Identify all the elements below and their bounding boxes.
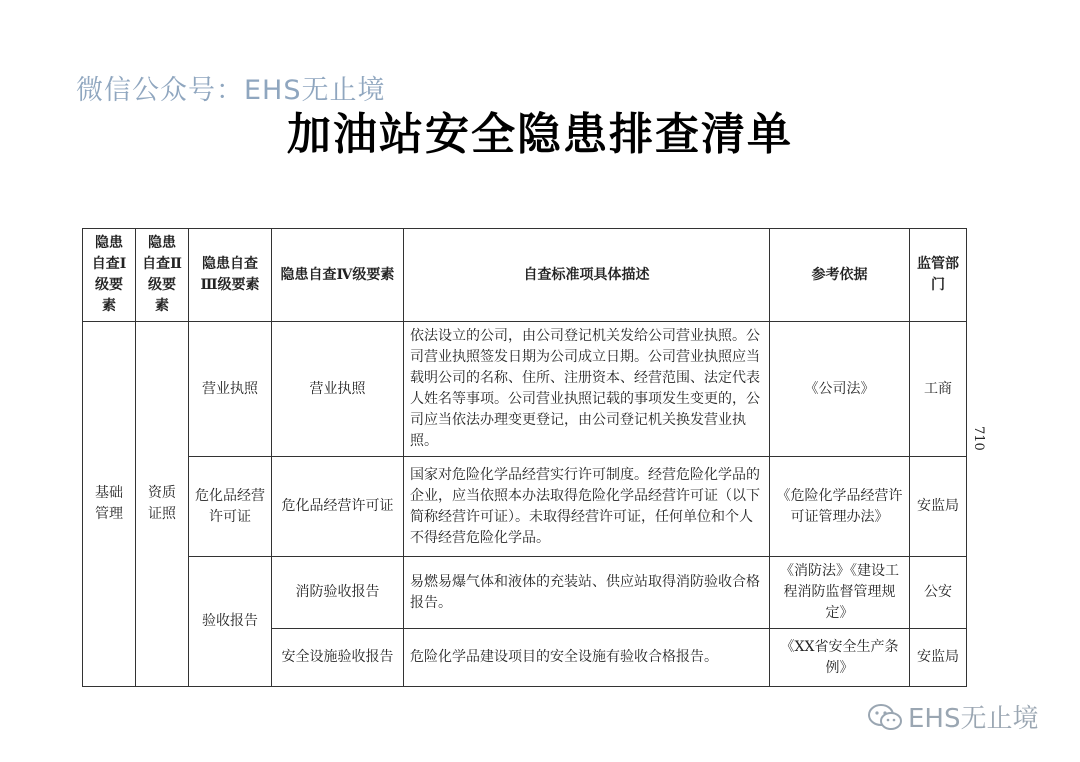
description-cell: 危险化学品建设项目的安全设施有验收合格报告。 [404,629,770,687]
watermark-bottom [866,698,1038,735]
level4-cell: 营业执照 [272,322,404,457]
table-row [83,557,967,629]
checklist-table [82,228,967,687]
department-cell: 公安 [910,557,967,629]
department-cell: 工商 [910,322,967,457]
description-cell: 易燃易爆气体和液体的充装站、供应站取得消防验收合格报告。 [404,557,770,629]
level3-cell: 验收报告 [189,557,272,687]
level4-cell: 消防验收报告 [272,557,404,629]
page-number: 710 [971,426,986,451]
reference-cell: 《XX省安全生产条例》 [770,629,910,687]
level2-cell: 资质证照 [136,322,189,687]
reference-cell: 《公司法》 [770,322,910,457]
header-department: 监管部门 [910,229,967,322]
header-level4: 隐患自查Ⅳ级要素 [272,229,404,322]
table-row [83,322,967,457]
level3-cell: 营业执照 [189,322,272,457]
header-level1: 隐患自查Ⅰ级要素 [83,229,136,322]
header-reference: 参考依据 [770,229,910,322]
header-row [83,229,967,322]
watermark-bottom-text: EHS无止境 [908,704,1039,734]
table-row [83,457,967,557]
description-cell: 国家对危险化学品经营实行许可制度。经营危险化学品的企业，应当依照本办法取得危险化学品经营许可证（以下简称经营许可证）。未取得经营许可证，任何单位和个人不得经营危险化学品。 [404,457,770,557]
level4-cell: 安全设施验收报告 [272,629,404,687]
department-cell: 安监局 [910,457,967,557]
level3-cell: 危化品经营许可证 [189,457,272,557]
level1-cell: 基础管理 [83,322,136,687]
header-level2: 隐患自查Ⅱ级要素 [136,229,189,322]
page-title [0,98,1080,162]
department-cell: 安监局 [910,629,967,687]
level4-cell: 危化品经营许可证 [272,457,404,557]
header-description: 自查标准项具体描述 [404,229,770,322]
wechat-icon [866,702,904,732]
watermark-top: 微信公众号：EHS无止境 [76,75,386,106]
description-cell: 依法设立的公司，由公司登记机关发给公司营业执照。公司营业执照签发日期为公司成立日期。公司营业执照应当载明公司的名称、住所、注册资本、经营范围、法定代表人姓名等事项。公司营业执照记载的事项发生变更的，公司应当依法办理变更登记，由公司登记机关换发营业执照。 [404,322,770,457]
reference-cell: 《危险化学品经营许可证管理办法》 [770,457,910,557]
reference-cell: 《消防法》《建设工程消防监督管理规定》 [770,557,910,629]
header-level3: 隐患自查Ⅲ级要素 [189,229,272,322]
title-text: 加油站安全隐患排查清单 [287,109,793,160]
